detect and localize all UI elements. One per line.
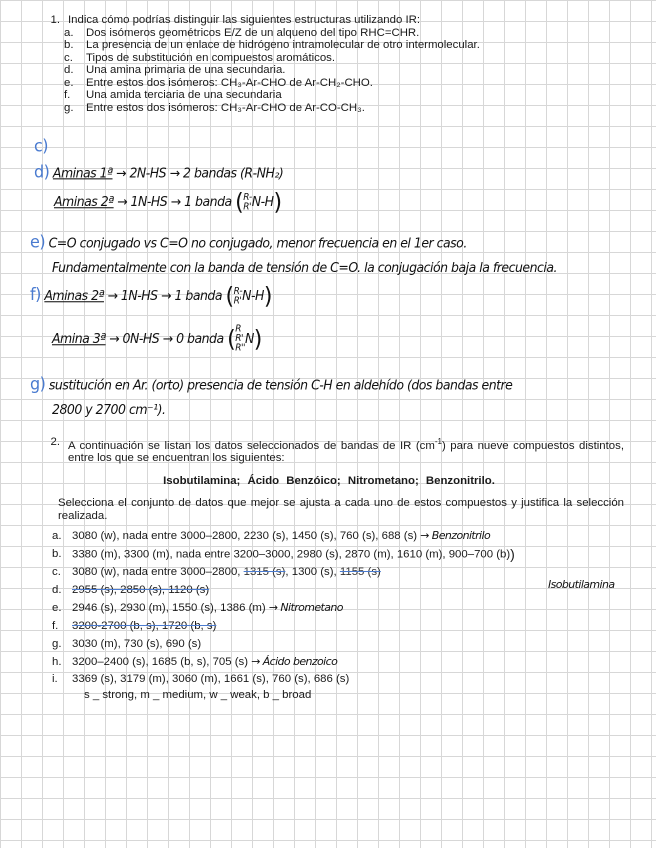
q1-item: c. Tipos de substitución en compuestos aromáticos. [64, 51, 336, 64]
q1-number: 1. [50, 14, 60, 26]
q1-item: d. Una amina primaria de una secundaria. [64, 64, 286, 76]
question-1 [34, 14, 634, 114]
annotation-e: → Nitrometano [268, 601, 343, 614]
data-row-i: i. 3369 (s), 3179 (m), 3060 (m), 1661 (s), 760 (s), 686 (s) [52, 673, 350, 685]
intensity-legend: s _ strong, m _ medium, w _ weak, b _ broad [84, 689, 312, 701]
q2-instruction: Selecciona el conjunto de datos que mejor se ajusta a cada uno de estos compuestos y justifica la selección realizada. [58, 497, 624, 522]
q1-prompt-text: Indica cómo podrías distinguir las siguientes estructuras utilizando IR: [68, 14, 421, 26]
q2-compounds: Isobutilamina; Ácido Benzóico; Nitrometano; Benzonitrilo. [163, 474, 495, 487]
data-row-a: a. 3080 (w), nada entre 3000–2800, 2230 (s), 1450 (s), 760 (s), 688 (s) → Benzonitrilo [52, 529, 491, 542]
hw-f-line2: Amina 3ª → 0N-HS → 0 banda ( R R' R'' N) [52, 324, 262, 354]
q1-item: a. Dos isómeros geométricos E/Z de un alqueno del tipo RHC=CHR. [64, 26, 420, 39]
annotation-a: → Benzonitrilo [420, 529, 491, 542]
q2-number: 2. [50, 436, 60, 448]
data-row-c: c. 3080 (w), nada entre 3000–2800, 1315 (s), 1300 (s), 1155 (s) [52, 566, 381, 578]
q1-item: g. Entre estos dos isómeros: CH₃-Ar-CHO de Ar-CO-CH₃. [64, 101, 365, 114]
hw-e-line1: e) C=O conjugado vs C=O no conjugado, menor frecuencia en el 1er caso. [30, 231, 467, 252]
hw-d-line2: Aminas 2ª → 1N-HS → 1 banda ( R- R' N-H) [54, 189, 282, 216]
annotation-h: → Ácido benzoico [251, 655, 338, 668]
q2-prompt: A continuación se listan los datos seleccionados de bandas de IR $(cm^{-1})$ para nueve compuestos distintos, entre los que se encuentran los siguientes: [68, 437, 624, 465]
hw-g-line1: g) sustitución en Ar. (orto) presencia de tensión C-H en aldehído (dos bandas entre [30, 373, 513, 394]
data-row-f: f. 3200-2700 (b, s), 1720 (b, s) [52, 620, 217, 632]
annotation-b: Isobutilamina [548, 578, 615, 591]
hw-g-line2: 2800 y 2700 cm⁻¹). [52, 401, 166, 418]
q1-item: f. Una amida terciaria de una secundaria [64, 89, 282, 101]
data-row-b: b. 3380 (m), 3300 (m), nada entre 3200–3000, 2980 (s), 2870 (m), 1610 (m), 900–700 (b)) [52, 546, 515, 562]
data-row-g: g. 3030 (m), 730 (s), 690 (s) [52, 638, 202, 650]
q1-prompt [34, 14, 634, 27]
q1-item: b. La presencia de un enlace de hidrógeno intramolecular de otro intermolecular. [64, 39, 480, 51]
hw-e-line2: Fundamentalmente con la banda de tensión de C=O. la conjugación baja la frecuencia. [52, 259, 557, 276]
question-2 [34, 436, 624, 532]
q1-item: e. Entre estos dos isómeros: CH₃-Ar-CHO de Ar-CH₂-CHO. [64, 76, 373, 89]
hw-d-line1: d) Aminas 1ª → 2N-HS → 2 bandas (R-NH₂) [34, 161, 284, 182]
hw-f-line1: f) Aminas 2ª → 1N-HS → 1 banda ( R- R' N-H) [30, 283, 272, 310]
data-row-h: h. 3200–2400 (s), 1685 (b, s), 705 (s) → Ácido benzoico [52, 655, 338, 668]
hw-c-label: c) [34, 135, 49, 156]
data-row-d: d. 2955 (s), 2850 (s), 1120 (s) [52, 584, 210, 596]
data-row-e: e. 2946 (s), 2930 (m), 1550 (s), 1386 (m) → Nitrometano [52, 601, 343, 614]
